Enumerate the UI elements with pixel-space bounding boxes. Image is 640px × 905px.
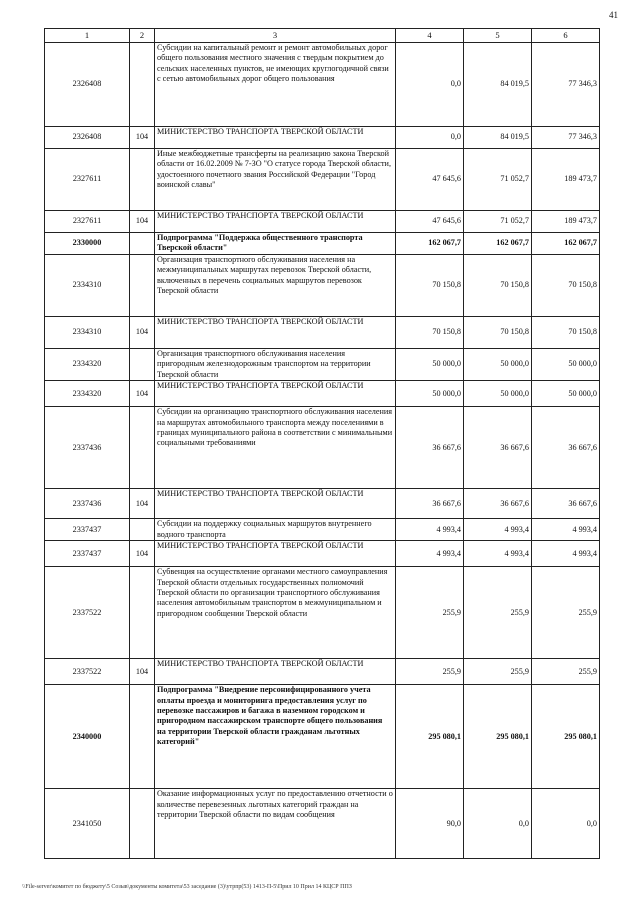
table-row bbox=[45, 567, 600, 659]
amount-cell-col4: 36 667,6 bbox=[396, 489, 464, 519]
name-cell: Организация транспортного обслуживания населения пригородным железнодорожным транспортом на территории Тверской области bbox=[155, 349, 396, 381]
name-cell: Субвенция на осуществление органами местного самоуправления Тверской области отдельных государственных полномочий Тверской области по организации транспортного обслуживания населения автомобильным транспортом в межмуниципальном и пригородном сообщении Тверской области bbox=[155, 567, 396, 659]
department-cell bbox=[130, 685, 155, 789]
amount-cell-col4: 255,9 bbox=[396, 659, 464, 685]
table-row bbox=[45, 255, 600, 317]
amount-cell-col4: 47 645,6 bbox=[396, 149, 464, 211]
column-header: 1 bbox=[45, 29, 130, 43]
amount-cell-col4: 162 067,7 bbox=[396, 233, 464, 255]
code-cell: 2341050 bbox=[45, 789, 130, 859]
code-cell: 2326408 bbox=[45, 127, 130, 149]
amount-cell-col6: 0,0 bbox=[532, 789, 600, 859]
department-cell bbox=[130, 43, 155, 127]
amount-cell-col4: 50 000,0 bbox=[396, 381, 464, 407]
department-cell bbox=[130, 255, 155, 317]
amount-cell-col4: 255,9 bbox=[396, 567, 464, 659]
code-cell: 2334320 bbox=[45, 349, 130, 381]
amount-cell-col6: 70 150,8 bbox=[532, 317, 600, 349]
department-cell bbox=[130, 519, 155, 541]
amount-cell-col5: 4 993,4 bbox=[464, 519, 532, 541]
table-row bbox=[45, 659, 600, 685]
department-cell bbox=[130, 149, 155, 211]
code-cell: 2340000 bbox=[45, 685, 130, 789]
table-row bbox=[45, 489, 600, 519]
table-row bbox=[45, 685, 600, 789]
code-cell: 2337437 bbox=[45, 541, 130, 567]
department-cell: 104 bbox=[130, 541, 155, 567]
table-row bbox=[45, 149, 600, 211]
amount-cell-col4: 0,0 bbox=[396, 43, 464, 127]
name-cell: Оказание информационных услуг по предоставлению отчетности о количестве перевезенных льготных категорий граждан на территории Тверской области по видам сообщения bbox=[155, 789, 396, 859]
code-cell: 2334310 bbox=[45, 255, 130, 317]
name-cell: МИНИСТЕРСТВО ТРАНСПОРТА ТВЕРСКОЙ ОБЛАСТИ bbox=[155, 541, 396, 567]
column-header: 4 bbox=[396, 29, 464, 43]
code-cell: 2330000 bbox=[45, 233, 130, 255]
department-cell: 104 bbox=[130, 317, 155, 349]
amount-cell-col6: 295 080,1 bbox=[532, 685, 600, 789]
code-cell: 2337522 bbox=[45, 567, 130, 659]
department-cell: 104 bbox=[130, 127, 155, 149]
amount-cell-col4: 70 150,8 bbox=[396, 317, 464, 349]
amount-cell-col6: 77 346,3 bbox=[532, 127, 600, 149]
amount-cell-col6: 255,9 bbox=[532, 659, 600, 685]
code-cell: 2334310 bbox=[45, 317, 130, 349]
name-cell: Подпрограмма "Внедрение персонифицированного учета оплаты проезда и мониторинга предоставления услуг по перевозке пассажиров и багажа в наземном городском и пригородном пассажирском транспорте общего пользования на территории Тверской области гражданам льготных категорий" bbox=[155, 685, 396, 789]
table-body bbox=[45, 43, 600, 859]
amount-cell-col5: 255,9 bbox=[464, 567, 532, 659]
department-cell bbox=[130, 567, 155, 659]
name-cell: Субсидии на поддержку социальных маршрутов внутреннего водного транспорта bbox=[155, 519, 396, 541]
amount-cell-col5: 84 019,5 bbox=[464, 43, 532, 127]
table-row bbox=[45, 317, 600, 349]
department-cell: 104 bbox=[130, 489, 155, 519]
amount-cell-col5: 0,0 bbox=[464, 789, 532, 859]
name-cell: Субсидии на капитальный ремонт и ремонт автомобильных дорог общего пользования местного значения с твердым покрытием до сельских населенных пунктов, не имеющих круглогодичной связи с сетью автомобильных дорог общего пользования bbox=[155, 43, 396, 127]
department-cell bbox=[130, 789, 155, 859]
budget-table bbox=[44, 28, 600, 859]
amount-cell-col4: 4 993,4 bbox=[396, 519, 464, 541]
column-header: 2 bbox=[130, 29, 155, 43]
amount-cell-col4: 47 645,6 bbox=[396, 211, 464, 233]
department-cell: 104 bbox=[130, 659, 155, 685]
name-cell: МИНИСТЕРСТВО ТРАНСПОРТА ТВЕРСКОЙ ОБЛАСТИ bbox=[155, 489, 396, 519]
amount-cell-col6: 255,9 bbox=[532, 567, 600, 659]
amount-cell-col6: 36 667,6 bbox=[532, 489, 600, 519]
amount-cell-col4: 90,0 bbox=[396, 789, 464, 859]
table-row bbox=[45, 43, 600, 127]
page-number: 41 bbox=[609, 10, 618, 20]
code-cell: 2334320 bbox=[45, 381, 130, 407]
amount-cell-col5: 4 993,4 bbox=[464, 541, 532, 567]
amount-cell-col6: 36 667,6 bbox=[532, 407, 600, 489]
column-header: 6 bbox=[532, 29, 600, 43]
amount-cell-col6: 189 473,7 bbox=[532, 211, 600, 233]
code-cell: 2327611 bbox=[45, 149, 130, 211]
department-cell bbox=[130, 349, 155, 381]
amount-cell-col5: 71 052,7 bbox=[464, 211, 532, 233]
amount-cell-col6: 4 993,4 bbox=[532, 519, 600, 541]
amount-cell-col6: 50 000,0 bbox=[532, 349, 600, 381]
name-cell: Субсидии на организацию транспортного обслуживания населения на маршрутах автомобильного транспорта между поселениями в границах муниципального района в соответствии с минимальными социальными требованиями bbox=[155, 407, 396, 489]
name-cell: Организация транспортного обслуживания населения на межмуниципальных маршрутах перевозок Тверской области, включенных в перечень социальных маршрутов перевозок Тверской области bbox=[155, 255, 396, 317]
department-cell: 104 bbox=[130, 381, 155, 407]
table-row bbox=[45, 381, 600, 407]
table-row bbox=[45, 127, 600, 149]
amount-cell-col5: 50 000,0 bbox=[464, 381, 532, 407]
code-cell: 2337522 bbox=[45, 659, 130, 685]
amount-cell-col5: 70 150,8 bbox=[464, 255, 532, 317]
table-header-row bbox=[45, 29, 600, 43]
department-cell bbox=[130, 233, 155, 255]
amount-cell-col4: 295 080,1 bbox=[396, 685, 464, 789]
table-row bbox=[45, 789, 600, 859]
code-cell: 2337437 bbox=[45, 519, 130, 541]
column-header: 3 bbox=[155, 29, 396, 43]
amount-cell-col4: 4 993,4 bbox=[396, 541, 464, 567]
column-header: 5 bbox=[464, 29, 532, 43]
footer-file-path: \\File-server\комитет по бюджету\5 Созыв\документы комитета\53 заседание (3)\утрпр(53) 1413-П-5\Прил 10 Прил 14 КЦСР ППЗ bbox=[22, 884, 352, 890]
department-cell bbox=[130, 407, 155, 489]
amount-cell-col5: 255,9 bbox=[464, 659, 532, 685]
amount-cell-col5: 295 080,1 bbox=[464, 685, 532, 789]
table-row bbox=[45, 541, 600, 567]
code-cell: 2326408 bbox=[45, 43, 130, 127]
table-row bbox=[45, 233, 600, 255]
amount-cell-col5: 162 067,7 bbox=[464, 233, 532, 255]
amount-cell-col6: 77 346,3 bbox=[532, 43, 600, 127]
department-cell: 104 bbox=[130, 211, 155, 233]
table-row bbox=[45, 349, 600, 381]
amount-cell-col6: 50 000,0 bbox=[532, 381, 600, 407]
name-cell: Иные межбюджетные трансферты на реализацию закона Тверской области от 16.02.2009 № 7-ЗО "О статусе города Тверской области, удостоенного почетного звания Российской Федерации "Город воинской славы" bbox=[155, 149, 396, 211]
amount-cell-col5: 36 667,6 bbox=[464, 489, 532, 519]
amount-cell-col5: 71 052,7 bbox=[464, 149, 532, 211]
code-cell: 2337436 bbox=[45, 489, 130, 519]
name-cell: МИНИСТЕРСТВО ТРАНСПОРТА ТВЕРСКОЙ ОБЛАСТИ bbox=[155, 381, 396, 407]
name-cell: МИНИСТЕРСТВО ТРАНСПОРТА ТВЕРСКОЙ ОБЛАСТИ bbox=[155, 211, 396, 233]
table-row bbox=[45, 407, 600, 489]
amount-cell-col5: 70 150,8 bbox=[464, 317, 532, 349]
table-row bbox=[45, 211, 600, 233]
code-cell: 2337436 bbox=[45, 407, 130, 489]
name-cell: МИНИСТЕРСТВО ТРАНСПОРТА ТВЕРСКОЙ ОБЛАСТИ bbox=[155, 127, 396, 149]
name-cell: МИНИСТЕРСТВО ТРАНСПОРТА ТВЕРСКОЙ ОБЛАСТИ bbox=[155, 659, 396, 685]
table-row bbox=[45, 519, 600, 541]
amount-cell-col4: 70 150,8 bbox=[396, 255, 464, 317]
code-cell: 2327611 bbox=[45, 211, 130, 233]
amount-cell-col5: 36 667,6 bbox=[464, 407, 532, 489]
amount-cell-col6: 162 067,7 bbox=[532, 233, 600, 255]
name-cell: Подпрограмма "Поддержка общественного транспорта Тверской области" bbox=[155, 233, 396, 255]
name-cell: МИНИСТЕРСТВО ТРАНСПОРТА ТВЕРСКОЙ ОБЛАСТИ bbox=[155, 317, 396, 349]
amount-cell-col4: 50 000,0 bbox=[396, 349, 464, 381]
amount-cell-col6: 70 150,8 bbox=[532, 255, 600, 317]
amount-cell-col5: 84 019,5 bbox=[464, 127, 532, 149]
amount-cell-col4: 0,0 bbox=[396, 127, 464, 149]
amount-cell-col5: 50 000,0 bbox=[464, 349, 532, 381]
amount-cell-col6: 189 473,7 bbox=[532, 149, 600, 211]
amount-cell-col4: 36 667,6 bbox=[396, 407, 464, 489]
amount-cell-col6: 4 993,4 bbox=[532, 541, 600, 567]
